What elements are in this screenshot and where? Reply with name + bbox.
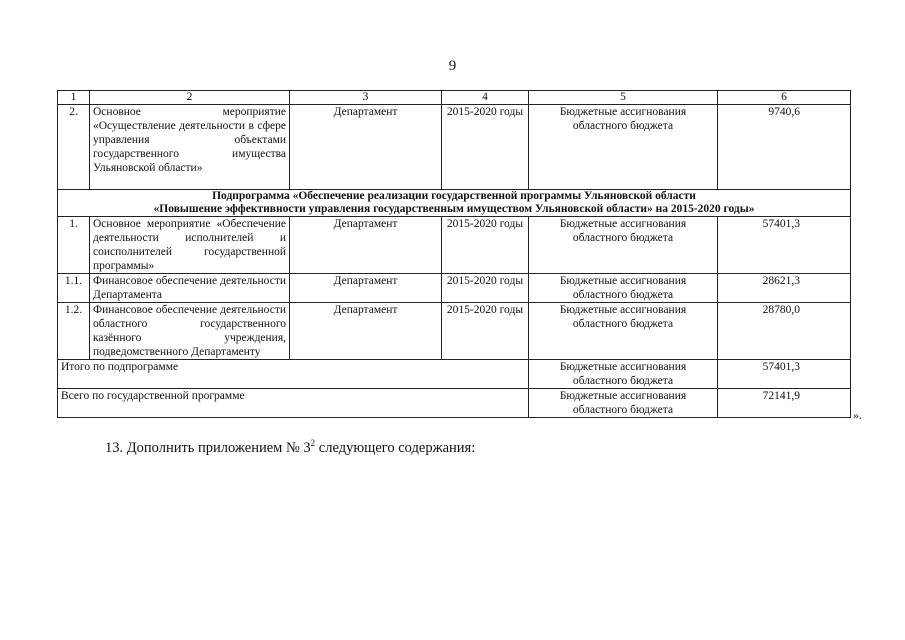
- subprogram-title-row: [58, 190, 851, 217]
- subprogram-title-line2: «Повышение эффективности управления государственным имуществом Ульяновской области» на 2015-2020 годы»: [153, 203, 755, 215]
- total-label: Всего по государственной программе: [58, 389, 529, 418]
- subprogram-title: [58, 190, 851, 217]
- row-name: Основное мероприятие «Осуществление деятельности в сфере управления объектами государственного имущества Ульяновской области»: [90, 105, 290, 190]
- row-period: 2015-2020 годы: [442, 217, 529, 274]
- row-source: Бюджетные ассигнования областного бюджета: [529, 217, 718, 274]
- subtotal-row: [58, 360, 851, 389]
- paragraph-text: 13. Дополнить приложением № 3: [105, 439, 311, 456]
- header-row: [58, 91, 851, 105]
- row-amount: 28780,0: [718, 303, 851, 360]
- header-cell: 5: [529, 91, 718, 105]
- header-cell: 1: [58, 91, 90, 105]
- row-source: Бюджетные ассигнования областного бюджета: [529, 303, 718, 360]
- row-amount: 28621,3: [718, 274, 851, 303]
- table-row: [58, 105, 851, 190]
- subtotal-amount: 57401,3: [718, 360, 851, 389]
- subtotal-source: Бюджетные ассигнования областного бюджета: [529, 360, 718, 389]
- header-cell: 4: [442, 91, 529, 105]
- row-executor: Департамент: [290, 105, 442, 190]
- total-row: [58, 389, 851, 418]
- row-name: Основное мероприятие «Обеспечение деятельности исполнителей и соисполнителей государственной программы»: [90, 217, 290, 274]
- page-number: 9: [448, 58, 457, 74]
- total-amount: 72141,9: [718, 389, 851, 418]
- closing-quote: ».: [853, 408, 862, 422]
- paragraph-superscript: 2: [310, 438, 316, 448]
- row-executor: Департамент: [290, 217, 442, 274]
- table-row: [58, 274, 851, 303]
- row-number: 1.: [58, 217, 90, 274]
- header-cell: 2: [90, 91, 290, 105]
- amendment-paragraph: [105, 438, 475, 457]
- row-number: 1.1.: [58, 274, 90, 303]
- program-table: [57, 90, 851, 418]
- row-period: 2015-2020 годы: [442, 274, 529, 303]
- row-number: 2.: [58, 105, 90, 190]
- row-source: Бюджетные ассигнования областного бюджета: [529, 105, 718, 190]
- paragraph-tail: следующего содержания:: [315, 439, 476, 456]
- row-executor: Департамент: [290, 274, 442, 303]
- table-row: [58, 217, 851, 274]
- table-row: [58, 303, 851, 360]
- row-amount: 9740,6: [718, 105, 851, 190]
- row-source: Бюджетные ассигнования областного бюджета: [529, 274, 718, 303]
- row-period: 2015-2020 годы: [442, 303, 529, 360]
- subtotal-label: Итого по подпрограмме: [58, 360, 529, 389]
- row-executor: Департамент: [290, 303, 442, 360]
- row-amount: 57401,3: [718, 217, 851, 274]
- total-source: Бюджетные ассигнования областного бюджета: [529, 389, 718, 418]
- header-cell: 3: [290, 91, 442, 105]
- subprogram-title-line1: Подпрограмма «Обеспечение реализации государственной программы Ульяновской области: [212, 190, 696, 202]
- row-name: Финансовое обеспечение деятельности Департамента: [90, 274, 290, 303]
- row-number: 1.2.: [58, 303, 90, 360]
- row-name: Финансовое обеспечение деятельности областного государственного казённого учреждения, подведомственного Департаменту: [90, 303, 290, 360]
- row-period: 2015-2020 годы: [442, 105, 529, 190]
- header-cell: 6: [718, 91, 851, 105]
